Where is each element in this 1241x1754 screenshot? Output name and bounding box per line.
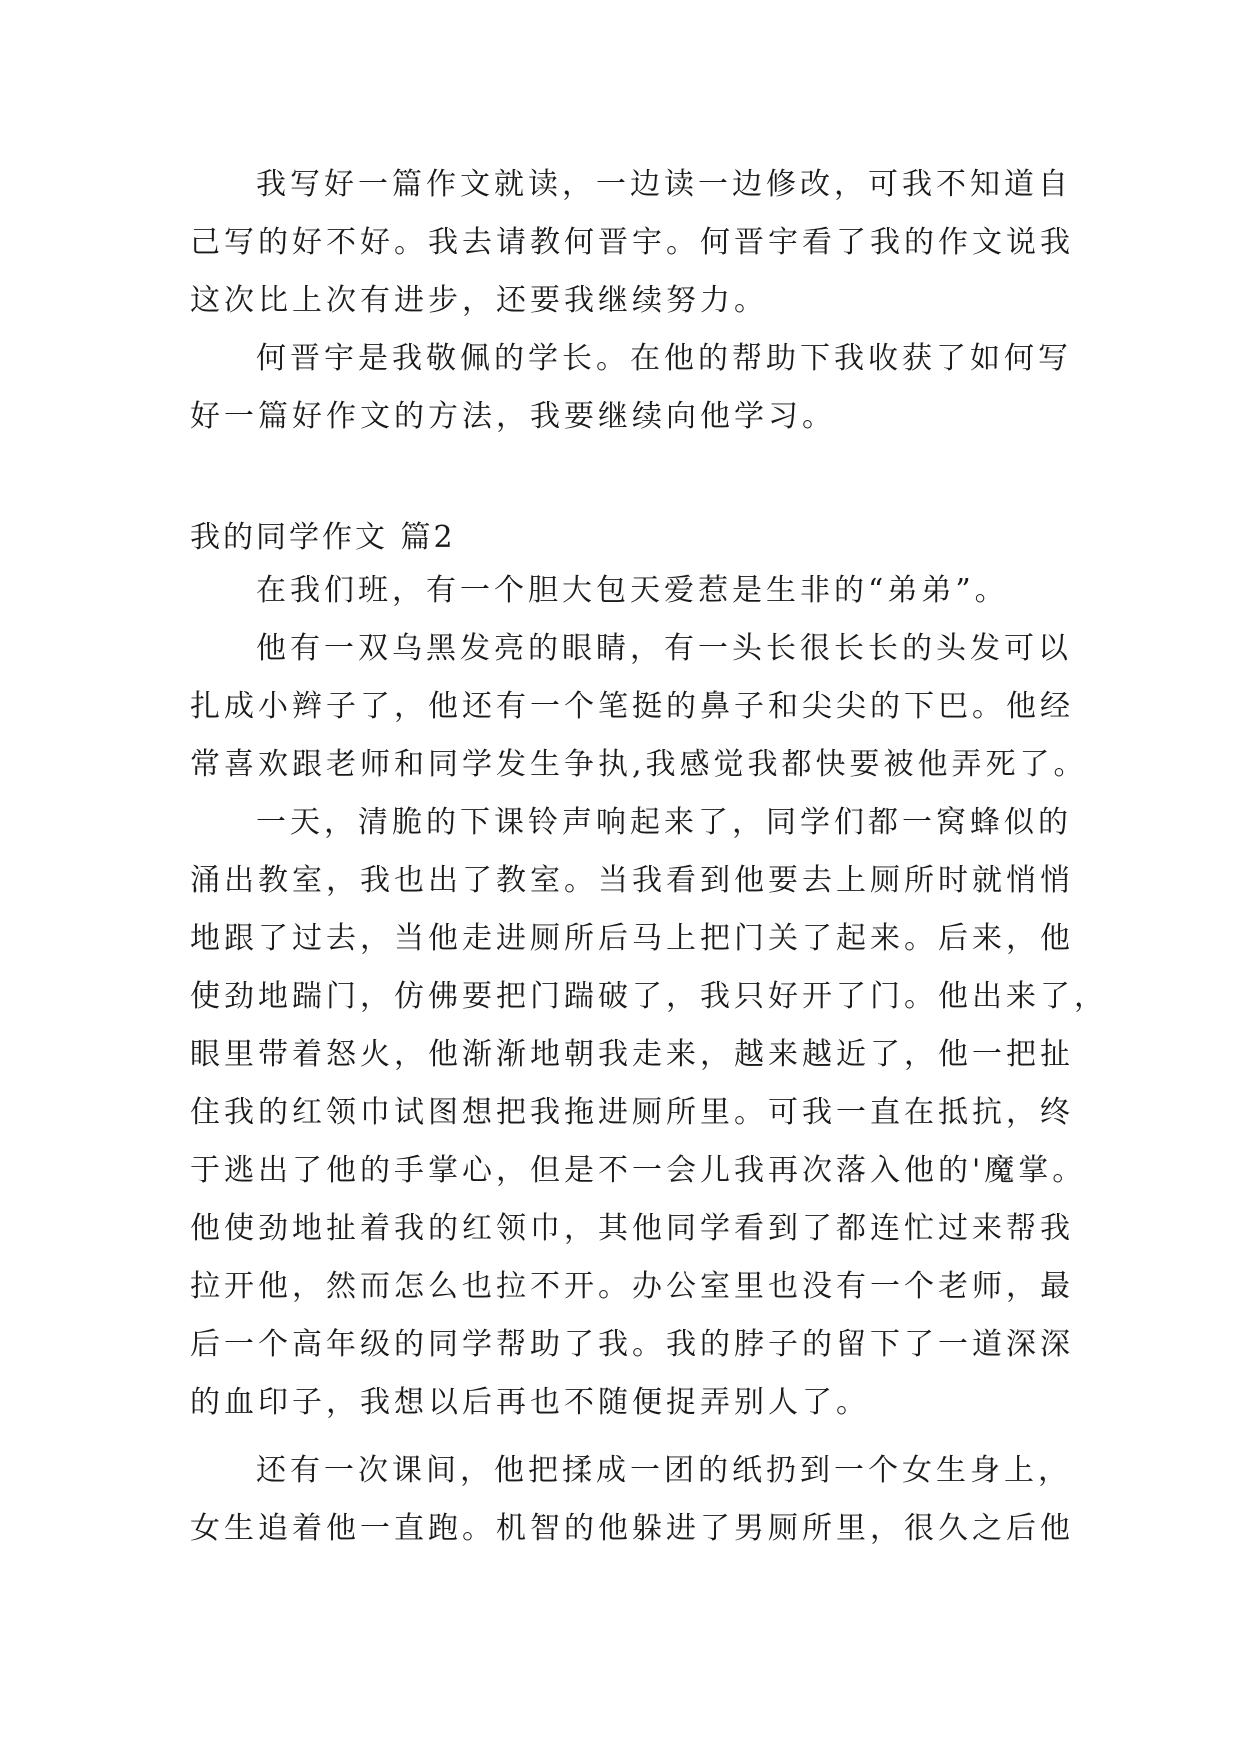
text-line: 涌出教室，我也出了教室。当我看到他要去上厕所时就悄悄 <box>190 863 1074 898</box>
text-line: 住我的红领巾试图想把我拖进厕所里。可我一直在抵抗，终 <box>190 1095 1074 1130</box>
text-line: 的血印子，我想以后再也不随便捉弄别人了。 <box>190 1385 870 1420</box>
paragraph <box>190 1442 1074 1558</box>
text-line: 眼里带着怒火，他渐渐地朝我走来，越来越近了，他一把扯 <box>190 1037 1074 1072</box>
text-line: 我写好一篇作文就读，一边读一边修改，可我不知道自 <box>256 167 1072 202</box>
essay-heading: 我的同学作文 篇2 <box>190 520 456 555</box>
text-line: 后一个高年级的同学帮助了我。我的脖子的留下了一道深深 <box>190 1327 1074 1362</box>
text-line: 扎成小辫子了，他还有一个笔挺的鼻子和尖尖的下巴。他经 <box>190 689 1074 724</box>
text-line: 好一篇好作文的方法，我要继续向他学习。 <box>190 399 836 434</box>
text-line: 拉开他，然而怎么也拉不开。办公室里也没有一个老师，最 <box>190 1269 1074 1304</box>
text-line: 在我们班，有一个胆大包天爱惹是生非的“弟弟”。 <box>256 573 1009 608</box>
intro-text <box>190 156 1074 446</box>
paragraph <box>190 562 1070 620</box>
essay-body <box>190 562 1108 1558</box>
text-line: 还有一次课间，他把揉成一团的纸扔到一个女生身上， <box>256 1453 1072 1488</box>
paragraph <box>190 794 1108 1432</box>
paragraph <box>190 620 1088 794</box>
text-line: 使劲地踹门，仿佛要把门踹破了，我只好开了门。他出来了， <box>190 979 1108 1014</box>
text-line: 一天，清脆的下课铃声响起来了，同学们都一窝蜂似的 <box>256 805 1072 840</box>
text-line: 他有一双乌黑发亮的眼睛，有一头长很长长的头发可以 <box>256 631 1072 666</box>
text-line: 他使劲地扯着我的红领巾，其他同学看到了都连忙过来帮我 <box>190 1211 1074 1246</box>
text-line: 己写的好不好。我去请教何晋宇。何晋宇看了我的作文说我 <box>190 225 1074 260</box>
text-line: 于逃出了他的手掌心，但是不一会儿我再次落入他的'魔掌。 <box>190 1153 1087 1188</box>
text-line: 地跟了过去，当他走进厕所后马上把门关了起来。后来，他 <box>190 921 1074 956</box>
text-line: 女生追着他一直跑。机智的他躲进了男厕所里，很久之后他 <box>190 1511 1074 1546</box>
paragraph <box>190 330 1070 446</box>
paragraph <box>190 156 1074 330</box>
text-line: 常喜欢跟老师和同学发生争执,我感觉我都快要被他弄死了。 <box>190 747 1088 782</box>
text-line: 这次比上次有进步，还要我继续努力。 <box>190 283 768 318</box>
text-line: 何晋宇是我敬佩的学长。在他的帮助下我收获了如何写 <box>256 341 1072 376</box>
